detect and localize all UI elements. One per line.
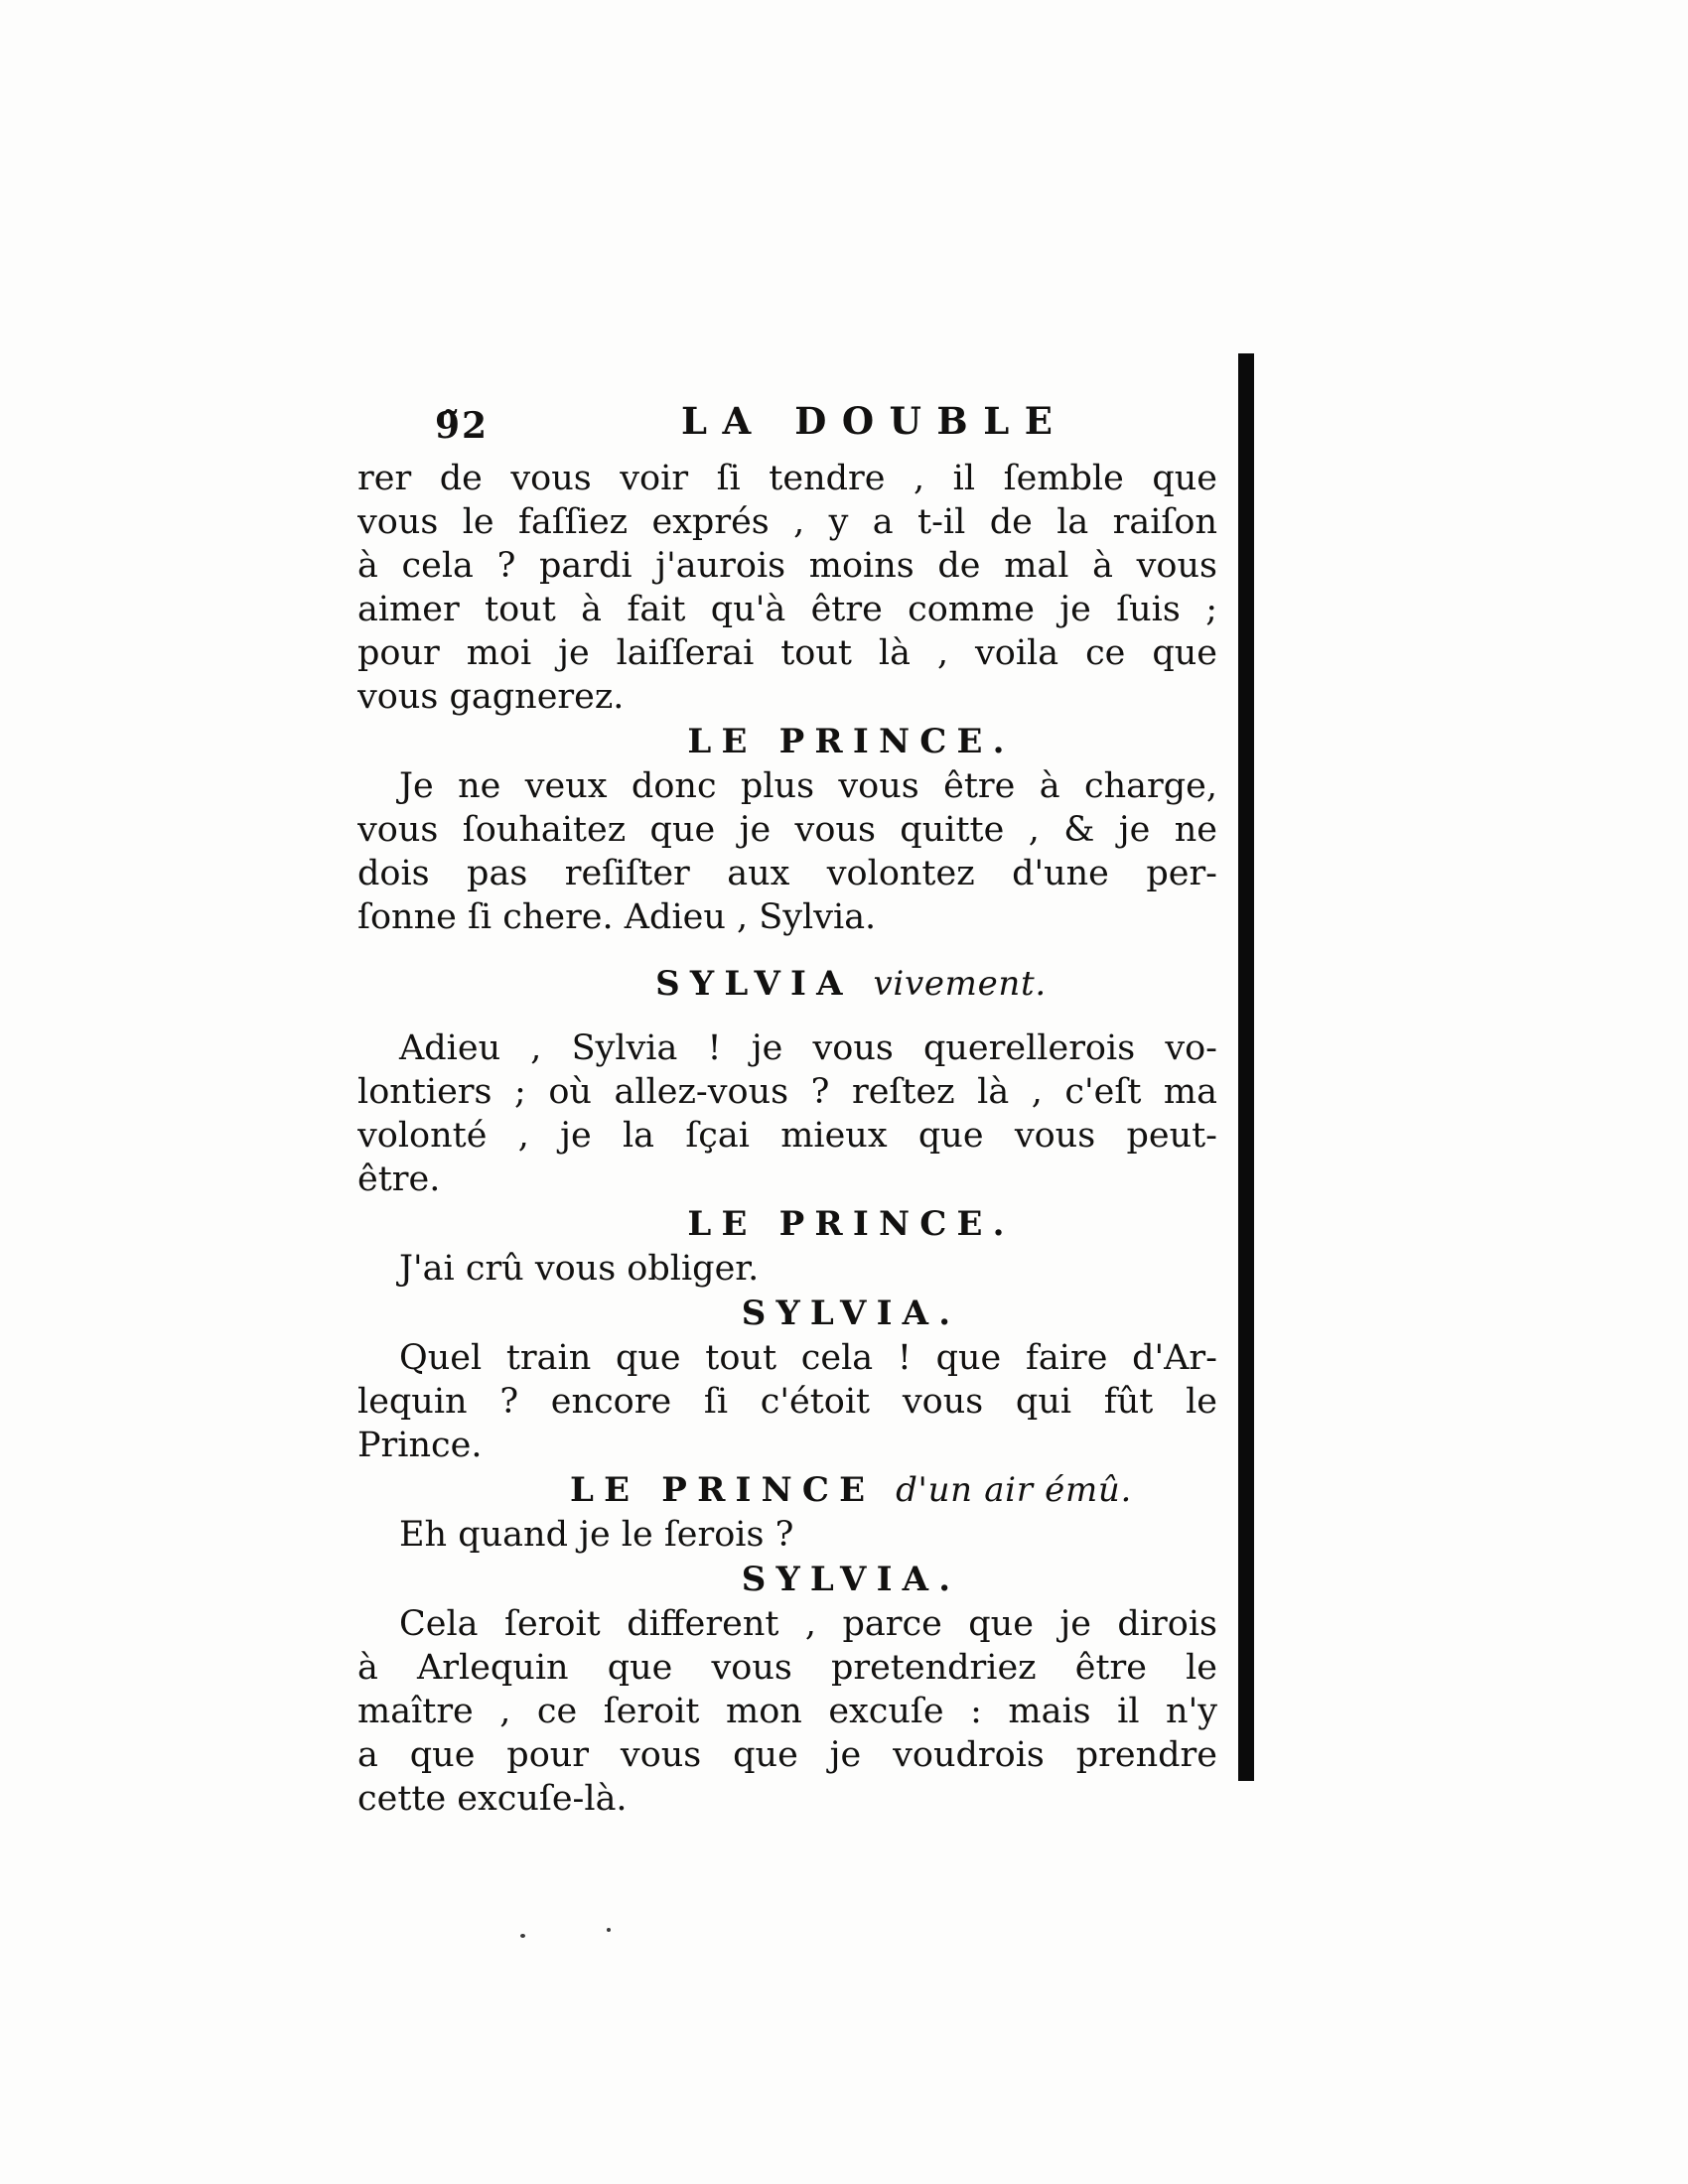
speech-paragraph-continuation [357,457,1217,719]
stage-direction: d'un air émû. [896,1470,1132,1510]
text-line: Quel train que tout cela ! que faire d'Ar- [399,1338,1217,1378]
text-line: pour moi je laiſſerai tout là , voila ce que [357,633,1217,673]
speech-paragraph-le-prince [357,764,1217,939]
text-line: Adieu , Sylvia ! je vous querellerois vo- [399,1028,1217,1068]
binding-gutter-bar [1238,353,1254,1781]
text-line: à Arlequin que vous pretendriez être le [357,1648,1217,1688]
speech-paragraph-le-prince [357,1247,1217,1291]
text-line: aimer tout à fait qu'à être comme je ſuis ; [357,590,1217,629]
page-number: 9̃2 [435,405,490,447]
speaker-name: SYLVIA [655,964,853,1004]
text-line: dois pas reſiſter aux volontez d'une per- [357,854,1217,893]
text-line: J'ai crû vous obliger. [399,1249,760,1289]
text-line: vous gagnerez. [357,677,625,717]
text-line: cette excuſe-là. [357,1779,628,1819]
text-line: vous ſouhaitez que je vous quitte , & je ne [357,810,1217,850]
speaker-heading-le-prince [357,719,1217,764]
speaker-name: SYLVIA. [741,1294,961,1333]
text-line: ſonne ſi chere. Adieu , Sylvia. [357,897,877,937]
speaker-name: LE PRINCE. [687,1204,1015,1244]
text-line: Prince. [357,1426,483,1465]
text-line: à cela ? pardi j'aurois moins de mal à vous [357,546,1217,586]
ink-speck [520,1934,525,1938]
speaker-name: LE PRINCE. [687,722,1015,761]
text-line: volonté , je la ſçai mieux que vous peut- [357,1116,1217,1156]
page-header [357,399,1217,455]
text-line: rer de vous voir ſi tendre , il ſemble que [357,459,1217,498]
speech-paragraph-sylvia [357,1026,1217,1201]
text-line: lequin ? encore ſi c'étoit vous qui fût le [357,1382,1217,1422]
text-line: lontiers ; où allez-vous ? reſtez là , c'eſt ma [357,1072,1217,1112]
text-line: Eh quand je le ſerois ? [399,1515,794,1555]
text-line: a que pour vous que je voudrois prendre [357,1735,1217,1775]
stage-direction: vivement. [873,964,1047,1004]
text-line: Cela ſeroit different , parce que je dirois [399,1604,1217,1644]
speaker-heading-le-prince [357,1201,1217,1247]
speaker-heading-sylvia [357,1557,1217,1602]
speaker-heading-sylvia [357,1291,1217,1336]
speech-paragraph-sylvia [357,1602,1217,1821]
speaker-name: SYLVIA. [741,1560,961,1599]
speaker-name: LE PRINCE [570,1470,876,1510]
text-line: Je ne veux donc plus vous être à charge, [399,766,1217,806]
text-line: vous le faſſiez exprés , y a t-il de la raiſon [357,502,1217,542]
ink-speck [607,1928,611,1932]
speech-paragraph-sylvia [357,1336,1217,1467]
speaker-heading-le-prince-emu [357,1467,1217,1513]
speaker-heading-sylvia-vivement [357,961,1217,1007]
running-title: LA DOUBLE [681,399,1068,443]
text-column [357,457,1217,1821]
text-line: maître , ce ſeroit mon excuſe : mais il n'y [357,1692,1217,1731]
speech-paragraph-le-prince [357,1513,1217,1557]
text-line: être. [357,1160,441,1199]
